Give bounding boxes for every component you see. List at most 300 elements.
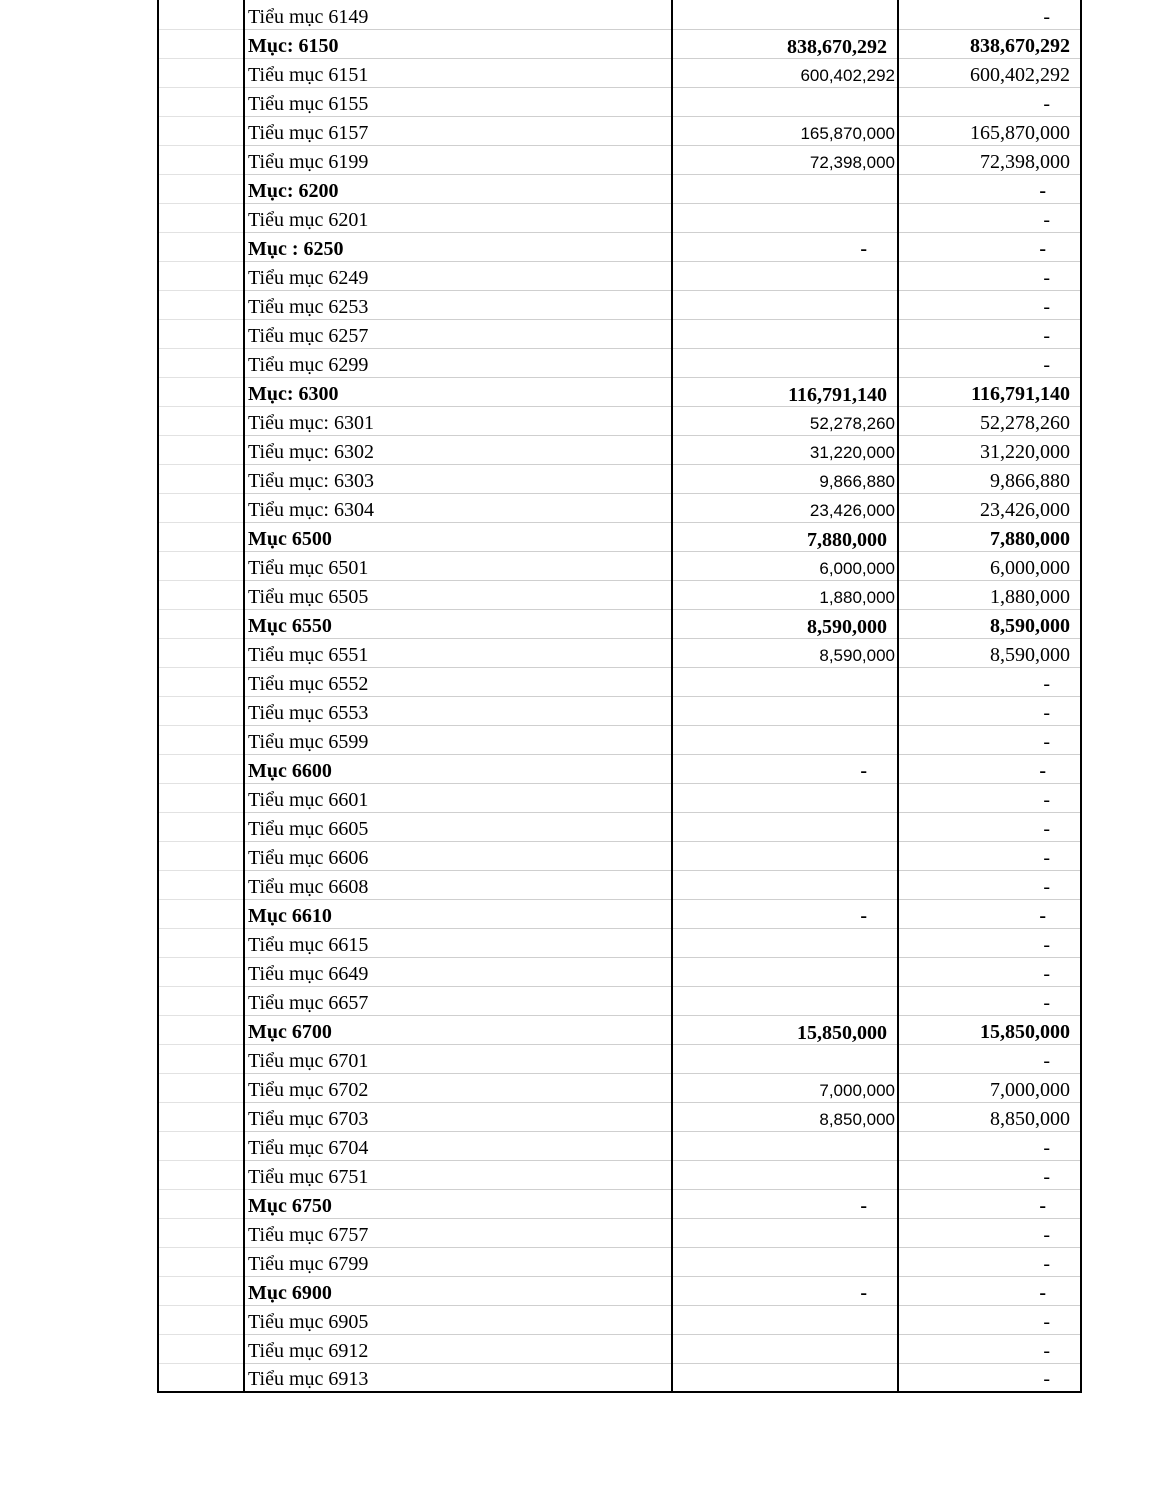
subitem-row (158, 464, 1081, 493)
index-cell (158, 87, 244, 116)
index-cell (158, 899, 244, 928)
total-cell (898, 928, 1081, 957)
item-label: Tiểu mục 6912 (244, 1334, 672, 1363)
amount-value: - (860, 237, 867, 260)
total-cell (898, 406, 1081, 435)
amount-cell (672, 580, 898, 609)
total-cell (898, 522, 1081, 551)
total-value: - (1043, 875, 1050, 898)
subitem-row (158, 986, 1081, 1015)
amount-cell (672, 1247, 898, 1276)
index-cell (158, 580, 244, 609)
amount-cell (672, 1015, 898, 1044)
item-label: Tiểu mục 6599 (244, 725, 672, 754)
total-cell (898, 1073, 1081, 1102)
item-label: Mục 6500 (244, 522, 672, 551)
amount-value: 15,850,000 (797, 1021, 887, 1044)
total-cell (898, 1218, 1081, 1247)
section-row (158, 522, 1081, 551)
total-cell (898, 87, 1081, 116)
total-cell (898, 1334, 1081, 1363)
budget-table-body (158, 0, 1081, 1392)
total-cell (898, 812, 1081, 841)
index-cell (158, 145, 244, 174)
item-label: Tiểu mục 6615 (244, 928, 672, 957)
total-value: 838,670,292 (970, 34, 1070, 57)
subitem-row (158, 1363, 1081, 1392)
total-value: 7,000,000 (990, 1078, 1070, 1101)
total-value: 8,850,000 (990, 1107, 1070, 1130)
index-cell (158, 261, 244, 290)
total-value: - (1043, 962, 1050, 985)
item-label: Tiểu mục 6605 (244, 812, 672, 841)
subitem-row (158, 638, 1081, 667)
total-value: 7,880,000 (990, 527, 1070, 550)
total-cell (898, 1044, 1081, 1073)
item-label: Mục 6700 (244, 1015, 672, 1044)
amount-value: 6,000,000 (819, 558, 895, 578)
total-value: - (1043, 1368, 1050, 1390)
index-cell (158, 435, 244, 464)
budget-table (157, 0, 1082, 1393)
amount-cell (672, 377, 898, 406)
total-value: - (1043, 1339, 1050, 1362)
total-cell (898, 754, 1081, 783)
section-row (158, 232, 1081, 261)
subitem-row (158, 87, 1081, 116)
total-value: - (1043, 5, 1050, 28)
subitem-row (158, 870, 1081, 899)
amount-cell (672, 58, 898, 87)
amount-cell (672, 116, 898, 145)
total-cell (898, 1131, 1081, 1160)
subitem-row (158, 580, 1081, 609)
index-cell (158, 493, 244, 522)
amount-cell (672, 232, 898, 261)
amount-cell (672, 725, 898, 754)
amount-cell (672, 348, 898, 377)
index-cell (158, 754, 244, 783)
item-label: Tiểu mục: 6304 (244, 493, 672, 522)
total-value: - (1043, 701, 1050, 724)
subitem-row (158, 551, 1081, 580)
total-cell (898, 319, 1081, 348)
amount-cell (672, 464, 898, 493)
amount-value: - (860, 904, 867, 927)
total-value: - (1043, 1310, 1050, 1333)
index-cell (158, 1160, 244, 1189)
index-cell (158, 1015, 244, 1044)
item-label: Tiểu mục 6701 (244, 1044, 672, 1073)
total-cell (898, 609, 1081, 638)
amount-cell (672, 1334, 898, 1363)
amount-cell (672, 261, 898, 290)
item-label: Tiểu mục 6249 (244, 261, 672, 290)
total-value: - (1043, 1252, 1050, 1275)
amount-cell (672, 203, 898, 232)
total-value: - (1043, 92, 1050, 115)
total-cell (898, 1276, 1081, 1305)
total-value: - (1043, 1165, 1050, 1188)
amount-value: 165,870,000 (800, 123, 895, 143)
total-cell (898, 290, 1081, 319)
index-cell (158, 638, 244, 667)
total-cell (898, 0, 1081, 29)
amount-cell (672, 493, 898, 522)
subitem-row (158, 1073, 1081, 1102)
index-cell (158, 319, 244, 348)
item-label: Tiểu mục 6257 (244, 319, 672, 348)
total-value: - (1043, 295, 1050, 318)
index-cell (158, 667, 244, 696)
section-row (158, 754, 1081, 783)
subitem-row (158, 696, 1081, 725)
total-value: - (1039, 759, 1046, 782)
total-cell (898, 580, 1081, 609)
subitem-row (158, 348, 1081, 377)
index-cell (158, 841, 244, 870)
index-cell (158, 290, 244, 319)
total-cell (898, 203, 1081, 232)
index-cell (158, 1276, 244, 1305)
total-value: - (1039, 237, 1046, 260)
subitem-row (158, 1305, 1081, 1334)
item-label: Mục 6550 (244, 609, 672, 638)
total-cell (898, 1189, 1081, 1218)
amount-cell (672, 29, 898, 58)
item-label: Tiểu mục 6253 (244, 290, 672, 319)
total-cell (898, 870, 1081, 899)
index-cell (158, 1102, 244, 1131)
index-cell (158, 957, 244, 986)
total-value: - (1039, 1194, 1046, 1217)
subitem-row (158, 406, 1081, 435)
index-cell (158, 232, 244, 261)
item-label: Tiểu mục 6905 (244, 1305, 672, 1334)
index-cell (158, 174, 244, 203)
amount-cell (672, 1276, 898, 1305)
item-label: Tiểu mục: 6303 (244, 464, 672, 493)
index-cell (158, 406, 244, 435)
total-value: 31,220,000 (980, 440, 1070, 463)
total-cell (898, 58, 1081, 87)
index-cell (158, 203, 244, 232)
item-label: Tiểu mục 6757 (244, 1218, 672, 1247)
total-cell (898, 1247, 1081, 1276)
total-cell (898, 899, 1081, 928)
amount-cell (672, 1189, 898, 1218)
total-cell (898, 29, 1081, 58)
amount-value: 116,791,140 (788, 383, 887, 406)
section-row (158, 174, 1081, 203)
index-cell (158, 1044, 244, 1073)
index-cell (158, 29, 244, 58)
amount-value: - (860, 1194, 867, 1217)
total-value: 72,398,000 (980, 150, 1070, 173)
total-value: - (1043, 1223, 1050, 1246)
item-label: Tiểu mục 6157 (244, 116, 672, 145)
amount-cell (672, 812, 898, 841)
total-value: - (1039, 1281, 1046, 1304)
item-label: Tiểu mục 6704 (244, 1131, 672, 1160)
amount-value: 8,850,000 (819, 1109, 895, 1129)
total-cell (898, 551, 1081, 580)
subitem-row (158, 203, 1081, 232)
item-label: Tiểu mục 6201 (244, 203, 672, 232)
section-row (158, 377, 1081, 406)
subitem-row (158, 435, 1081, 464)
total-value: 600,402,292 (970, 63, 1070, 86)
item-label: Tiểu mục 6751 (244, 1160, 672, 1189)
total-value: - (1043, 730, 1050, 753)
index-cell (158, 696, 244, 725)
item-label: Tiểu mục 6155 (244, 87, 672, 116)
total-value: 116,791,140 (971, 382, 1070, 405)
index-cell (158, 783, 244, 812)
total-value: - (1043, 1049, 1050, 1072)
item-label: Mục 6610 (244, 899, 672, 928)
total-value: 9,866,880 (990, 469, 1070, 492)
item-label: Tiểu mục: 6301 (244, 406, 672, 435)
amount-value: 600,402,292 (800, 65, 895, 85)
amount-value: 72,398,000 (809, 152, 895, 172)
amount-cell (672, 638, 898, 667)
index-cell (158, 464, 244, 493)
amount-value: 31,220,000 (809, 442, 895, 462)
index-cell (158, 348, 244, 377)
total-cell (898, 232, 1081, 261)
item-label: Tiểu mục: 6302 (244, 435, 672, 464)
index-cell (158, 377, 244, 406)
total-value: - (1043, 788, 1050, 811)
total-cell (898, 1015, 1081, 1044)
amount-cell (672, 841, 898, 870)
amount-value: 23,426,000 (809, 500, 895, 520)
amount-cell (672, 1218, 898, 1247)
item-label: Tiểu mục 6199 (244, 145, 672, 174)
item-label: Tiểu mục 6657 (244, 986, 672, 1015)
item-label: Mục : 6250 (244, 232, 672, 261)
subitem-row (158, 725, 1081, 754)
amount-cell (672, 551, 898, 580)
subitem-row (158, 0, 1081, 29)
index-cell (158, 986, 244, 1015)
item-label: Tiểu mục 6913 (244, 1363, 672, 1392)
subitem-row (158, 928, 1081, 957)
subitem-row (158, 667, 1081, 696)
total-value: - (1043, 266, 1050, 289)
total-cell (898, 464, 1081, 493)
index-cell (158, 58, 244, 87)
item-label: Mục 6900 (244, 1276, 672, 1305)
total-value: 8,590,000 (990, 643, 1070, 666)
amount-cell (672, 1102, 898, 1131)
section-row (158, 1276, 1081, 1305)
total-cell (898, 493, 1081, 522)
total-value: - (1043, 208, 1050, 231)
total-value: 52,278,260 (980, 411, 1070, 434)
subitem-row (158, 290, 1081, 319)
item-label: Mục: 6300 (244, 377, 672, 406)
amount-value: 9,866,880 (819, 471, 895, 491)
item-label: Tiểu mục 6601 (244, 783, 672, 812)
amount-cell (672, 609, 898, 638)
total-cell (898, 986, 1081, 1015)
subitem-row (158, 1102, 1081, 1131)
amount-cell (672, 0, 898, 29)
subitem-row (158, 957, 1081, 986)
amount-cell (672, 522, 898, 551)
item-label: Mục 6750 (244, 1189, 672, 1218)
amount-cell (672, 986, 898, 1015)
index-cell (158, 928, 244, 957)
item-label: Mục: 6150 (244, 29, 672, 58)
amount-cell (672, 319, 898, 348)
total-value: - (1043, 991, 1050, 1014)
subitem-row (158, 493, 1081, 522)
total-cell (898, 1305, 1081, 1334)
total-cell (898, 725, 1081, 754)
total-value: 1,880,000 (990, 585, 1070, 608)
item-label: Tiểu mục 6149 (244, 0, 672, 29)
index-cell (158, 609, 244, 638)
subitem-row (158, 116, 1081, 145)
total-value: 23,426,000 (980, 498, 1070, 521)
amount-value: - (860, 759, 867, 782)
total-cell (898, 667, 1081, 696)
item-label: Tiểu mục 6151 (244, 58, 672, 87)
subitem-row (158, 145, 1081, 174)
section-row (158, 29, 1081, 58)
amount-cell (672, 87, 898, 116)
amount-cell (672, 899, 898, 928)
item-label: Mục: 6200 (244, 174, 672, 203)
amount-cell (672, 435, 898, 464)
amount-value: 8,590,000 (819, 645, 895, 665)
total-cell (898, 841, 1081, 870)
amount-cell (672, 1131, 898, 1160)
amount-cell (672, 1044, 898, 1073)
amount-cell (672, 754, 898, 783)
index-cell (158, 1218, 244, 1247)
amount-cell (672, 145, 898, 174)
subitem-row (158, 1218, 1081, 1247)
total-cell (898, 377, 1081, 406)
amount-cell (672, 1305, 898, 1334)
item-label: Tiểu mục 6505 (244, 580, 672, 609)
subitem-row (158, 1334, 1081, 1363)
amount-cell (672, 870, 898, 899)
item-label: Tiểu mục 6553 (244, 696, 672, 725)
total-value: - (1043, 1136, 1050, 1159)
index-cell (158, 522, 244, 551)
total-value: - (1039, 904, 1046, 927)
total-cell (898, 638, 1081, 667)
amount-value: 1,880,000 (819, 587, 895, 607)
total-value: 6,000,000 (990, 556, 1070, 579)
amount-value: 7,880,000 (807, 528, 887, 551)
item-label: Tiểu mục 6606 (244, 841, 672, 870)
amount-cell (672, 1363, 898, 1392)
item-label: Tiểu mục 6702 (244, 1073, 672, 1102)
index-cell (158, 1305, 244, 1334)
amount-cell (672, 290, 898, 319)
index-cell (158, 870, 244, 899)
index-cell (158, 725, 244, 754)
amount-cell (672, 1073, 898, 1102)
index-cell (158, 0, 244, 29)
total-value: - (1043, 817, 1050, 840)
amount-cell (672, 957, 898, 986)
total-cell (898, 1363, 1081, 1392)
total-cell (898, 1160, 1081, 1189)
subitem-row (158, 1247, 1081, 1276)
total-value: 8,590,000 (990, 614, 1070, 637)
total-cell (898, 348, 1081, 377)
amount-value: 7,000,000 (819, 1080, 895, 1100)
index-cell (158, 1131, 244, 1160)
item-label: Mục 6600 (244, 754, 672, 783)
total-cell (898, 957, 1081, 986)
total-cell (898, 435, 1081, 464)
amount-cell (672, 174, 898, 203)
total-value: - (1039, 179, 1046, 202)
total-value: - (1043, 933, 1050, 956)
subitem-row (158, 812, 1081, 841)
index-cell (158, 116, 244, 145)
total-value: - (1043, 672, 1050, 695)
total-value: - (1043, 353, 1050, 376)
amount-cell (672, 406, 898, 435)
item-label: Tiểu mục 6703 (244, 1102, 672, 1131)
item-label: Tiểu mục 6299 (244, 348, 672, 377)
amount-cell (672, 1160, 898, 1189)
subitem-row (158, 1160, 1081, 1189)
section-row (158, 1189, 1081, 1218)
index-cell (158, 1073, 244, 1102)
amount-cell (672, 783, 898, 812)
total-cell (898, 261, 1081, 290)
index-cell (158, 812, 244, 841)
subitem-row (158, 1131, 1081, 1160)
item-label: Tiểu mục 6608 (244, 870, 672, 899)
subitem-row (158, 58, 1081, 87)
section-row (158, 609, 1081, 638)
subitem-row (158, 261, 1081, 290)
index-cell (158, 1363, 244, 1392)
section-row (158, 1015, 1081, 1044)
total-value: - (1043, 324, 1050, 347)
total-value: 15,850,000 (980, 1020, 1070, 1043)
amount-value: 838,670,292 (787, 35, 887, 58)
total-value: - (1043, 846, 1050, 869)
item-label: Tiểu mục 6799 (244, 1247, 672, 1276)
section-row (158, 899, 1081, 928)
index-cell (158, 551, 244, 580)
total-cell (898, 696, 1081, 725)
item-label: Tiểu mục 6551 (244, 638, 672, 667)
index-cell (158, 1189, 244, 1218)
index-cell (158, 1334, 244, 1363)
amount-cell (672, 667, 898, 696)
total-cell (898, 145, 1081, 174)
item-label: Tiểu mục 6552 (244, 667, 672, 696)
total-cell (898, 1102, 1081, 1131)
index-cell (158, 1247, 244, 1276)
subitem-row (158, 1044, 1081, 1073)
amount-cell (672, 696, 898, 725)
total-cell (898, 174, 1081, 203)
